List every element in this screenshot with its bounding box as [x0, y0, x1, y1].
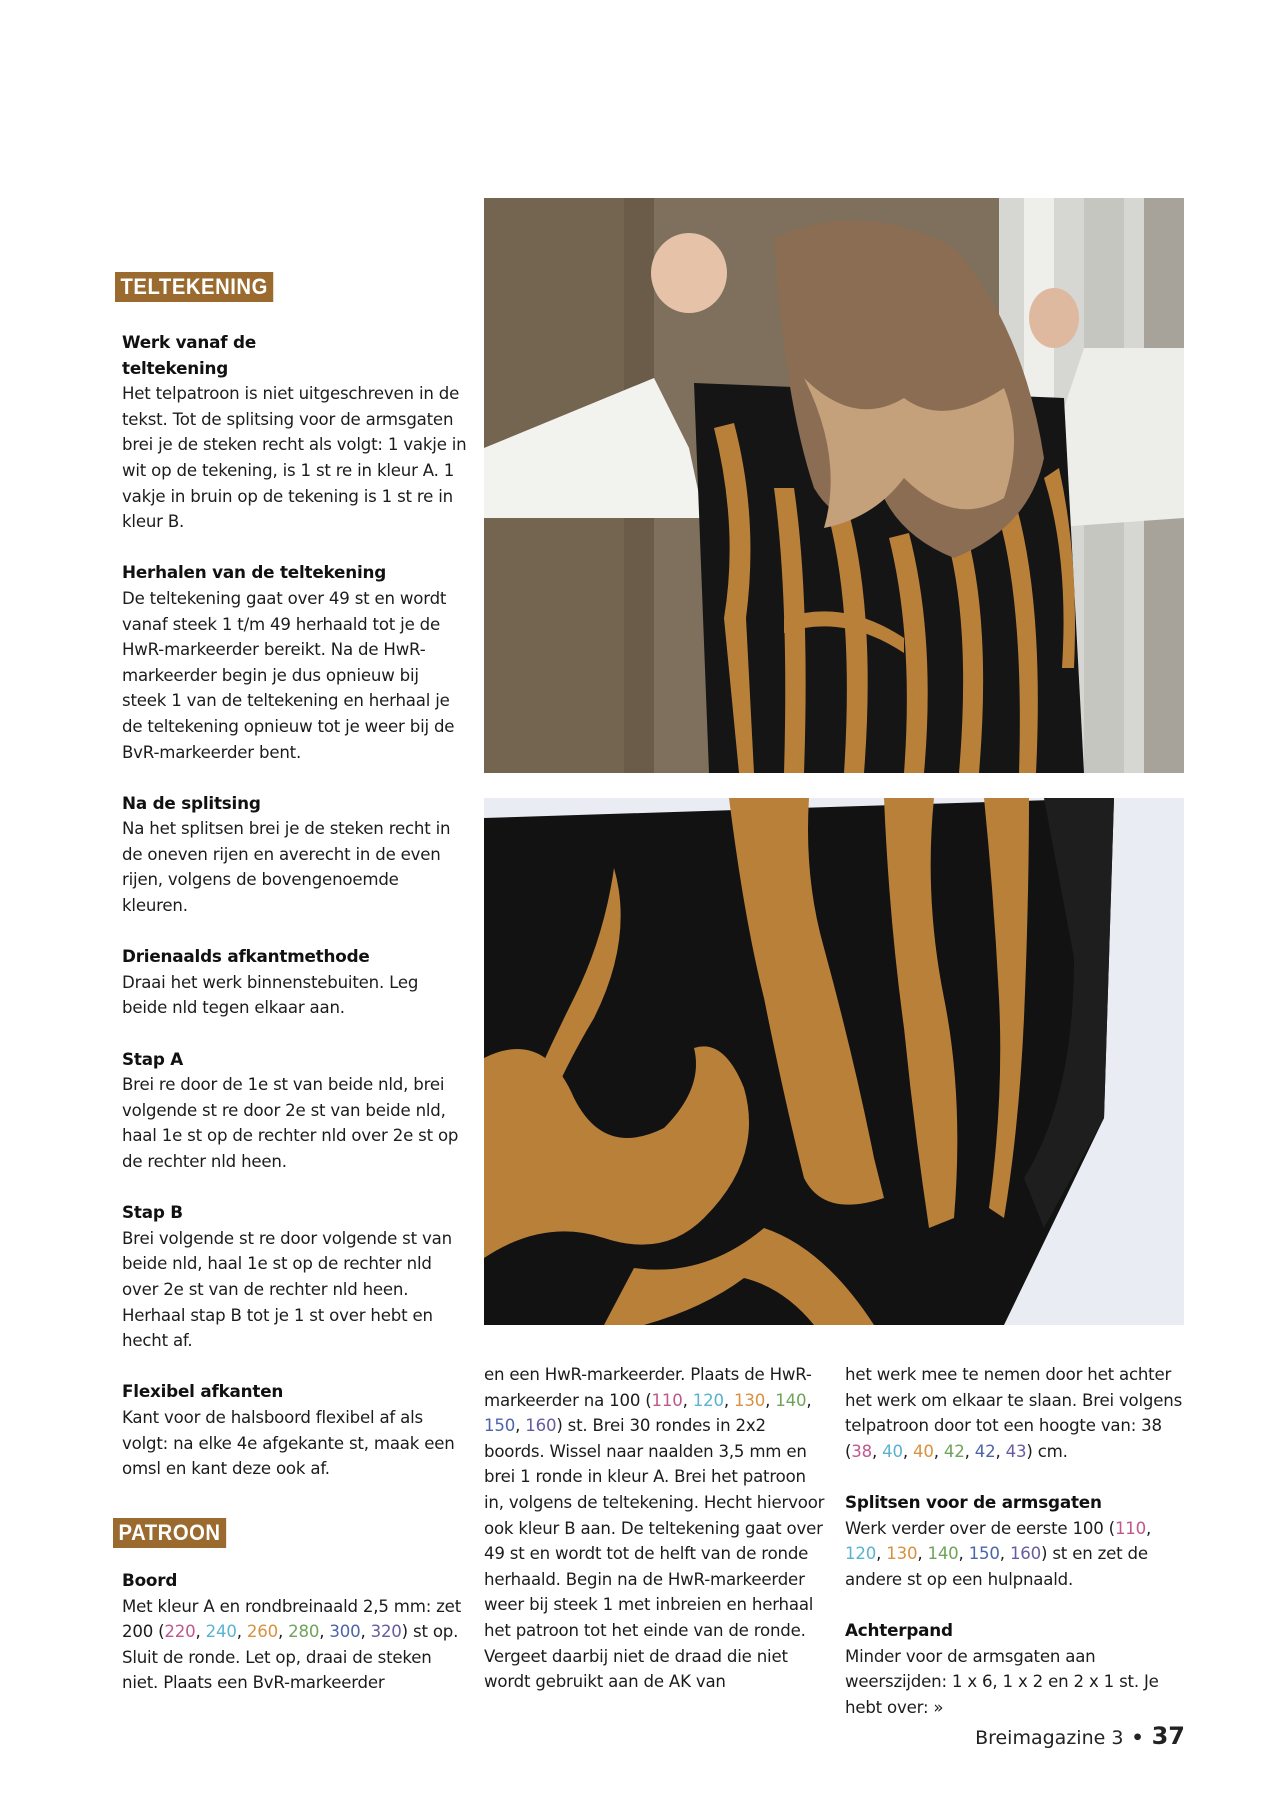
- size-value: 160: [1009, 1544, 1042, 1564]
- page-number: 37: [1151, 1722, 1185, 1750]
- size-value: 150: [968, 1544, 1000, 1564]
- size-value: 110: [651, 1390, 683, 1410]
- intro-text: het werk mee te nemen door het achter het werk om elkaar te slaan. Brei volgens telpatroon door tot een hoogte van: 38 (38, 40, 40, 42, 42, 43) cm.: [845, 1365, 1183, 1461]
- block-werk-vanaf: [122, 330, 467, 535]
- section-heading-patroon: PATROON: [113, 1518, 226, 1548]
- block-text: Werk verder over de eerste 100 (110, 120, 130, 140, 150, 160) st en zet de andere st op een hulpnaald.: [845, 1518, 1152, 1589]
- size-value: 120: [845, 1544, 877, 1564]
- size-value: 110: [1114, 1518, 1147, 1538]
- size-value: 150: [484, 1416, 516, 1436]
- size-value: 40: [913, 1441, 934, 1461]
- size-value: 260: [246, 1622, 278, 1642]
- block-flexibel-afkanten: [122, 1379, 467, 1481]
- patroon-continued-text: en een HwR-markeerder. Plaats de HwR-markeerder na 100 (110, 120, 130, 140, 150, 160) st. Brei 30 rondes in 2x2 boords. Wissel naar naalden 3,5 mm en brei 1 ronde in kleur A. Brei het patroon in, volgens de teltekening. Hecht hiervoor ook kleur B aan. De teltekening gaat over 49 st en wordt tot de helft van de ronde herhaald. Begin na de HwR-markeerder weer bij steek 1 met inbreien en herhaal het patroon tot het einde van de ronde. Vergeet daarbij niet de draad die niet wordt gebruikt aan de AK van: [484, 1365, 825, 1692]
- size-value: 43: [1005, 1441, 1027, 1461]
- photo-model-wearing-vest: [484, 198, 1184, 773]
- block-text: Minder voor de armsgaten aan weerszijden: 1 x 6, 1 x 2 en 2 x 1 st. Je hebt over: »: [845, 1646, 1159, 1717]
- block-splitsen: [845, 1490, 1190, 1592]
- section-heading-teltekening: TELTEKENING: [115, 272, 273, 302]
- block-title: Achterpand: [845, 1619, 953, 1640]
- middle-column: [484, 1362, 829, 1695]
- size-value: 130: [734, 1390, 766, 1410]
- block-stap-a: [122, 1047, 467, 1175]
- photo-knit-closeup: [484, 798, 1184, 1325]
- size-value: 280: [288, 1622, 320, 1642]
- continue-arrow-icon: »: [933, 1697, 944, 1717]
- block-title: Na de splitsing: [122, 792, 261, 813]
- block-stap-b: [122, 1200, 467, 1354]
- size-value: 140: [775, 1390, 807, 1410]
- bullet-separator-icon: •: [1131, 1727, 1144, 1749]
- block-drienaalds: [122, 944, 467, 1021]
- size-value: 300: [329, 1622, 361, 1642]
- size-value: 40: [882, 1441, 903, 1461]
- block-title: Splitsen voor de armsgaten: [845, 1491, 1102, 1512]
- size-value: 220: [164, 1622, 196, 1642]
- size-value: 130: [886, 1544, 918, 1564]
- magazine-name: Breimagazine 3: [975, 1727, 1124, 1749]
- block-text: Met kleur A en rondbreinaald 2,5 mm: zet 200 (220, 240, 260, 280, 300, 320) st op. Sluit de ronde. Let op, draai de steken niet. Plaats een BvR-markeerder: [122, 1596, 462, 1693]
- page-footer: [975, 1722, 1185, 1750]
- block-achterpand: [845, 1618, 1190, 1720]
- block-text: Draai het werk binnenstebuiten. Leg beide nld tegen elkaar aan.: [122, 972, 419, 1018]
- right-column: [845, 1362, 1190, 1746]
- block-text: De teltekening gaat over 49 st en wordt vanaf steek 1 t/m 49 herhaald tot je de HwR-markeerder bereikt. Na de HwR-markeerder begin je dus opnieuw bij steek 1 van de teltekening en herhaal je de teltekening opnieuw tot je weer bij de BvR-markeerder bent.: [122, 588, 455, 762]
- block-text: Brei re door de 1e st van beide nld, brei volgende st re door 2e st van beide nld, haal 1e st op de rechter nld over 2e st op de rechter nld heen.: [122, 1075, 459, 1171]
- block-title: Flexibel afkanten: [122, 1381, 284, 1402]
- block-text: Brei volgende st re door volgende st van beide nld, haal 1e st op de rechter nld over 2e st van de rechter nld heen. Herhaal stap B tot je 1 st over hebt en hecht af.: [122, 1228, 452, 1351]
- block-text: Kant voor de halsboord flexibel af als volgt: na elke 4e afgekante st, maak een omsl en kant deze ook af.: [122, 1407, 455, 1479]
- size-value: 42: [974, 1441, 996, 1461]
- size-value: 42: [943, 1441, 965, 1461]
- block-title: Herhalen van de teltekening: [122, 562, 387, 583]
- block-title: Werk vanaf de teltekening: [122, 332, 257, 378]
- size-value: 140: [927, 1544, 959, 1564]
- size-value: 320: [370, 1622, 402, 1642]
- block-text: Het telpatroon is niet uitgeschreven in de tekst. Tot de splitsing voor de armsgaten brei je de steken recht als volgt: 1 vakje in wit op de tekening, is 1 st re in kleur A. 1 vakje in bruin op de tekening is 1 st re in kleur B.: [122, 384, 467, 532]
- block-title: Stap B: [122, 1202, 183, 1223]
- block-title: Stap A: [122, 1048, 184, 1069]
- size-value: 120: [692, 1390, 724, 1410]
- block-na-de-splitsing: [122, 791, 467, 919]
- block-text: Na het splitsen brei je de steken recht in de oneven rijen en averecht in de even rijen, volgens de bovengenoemde kleuren.: [122, 819, 451, 916]
- size-value: 38: [851, 1441, 872, 1461]
- size-value: 240: [205, 1622, 237, 1642]
- block-herhalen: [122, 560, 467, 765]
- block-title: Drienaalds afkantmethode: [122, 946, 370, 967]
- size-value: 160: [525, 1416, 557, 1436]
- block-title: Boord: [122, 1570, 178, 1590]
- left-column: [122, 330, 467, 1507]
- block-boord: [122, 1568, 467, 1722]
